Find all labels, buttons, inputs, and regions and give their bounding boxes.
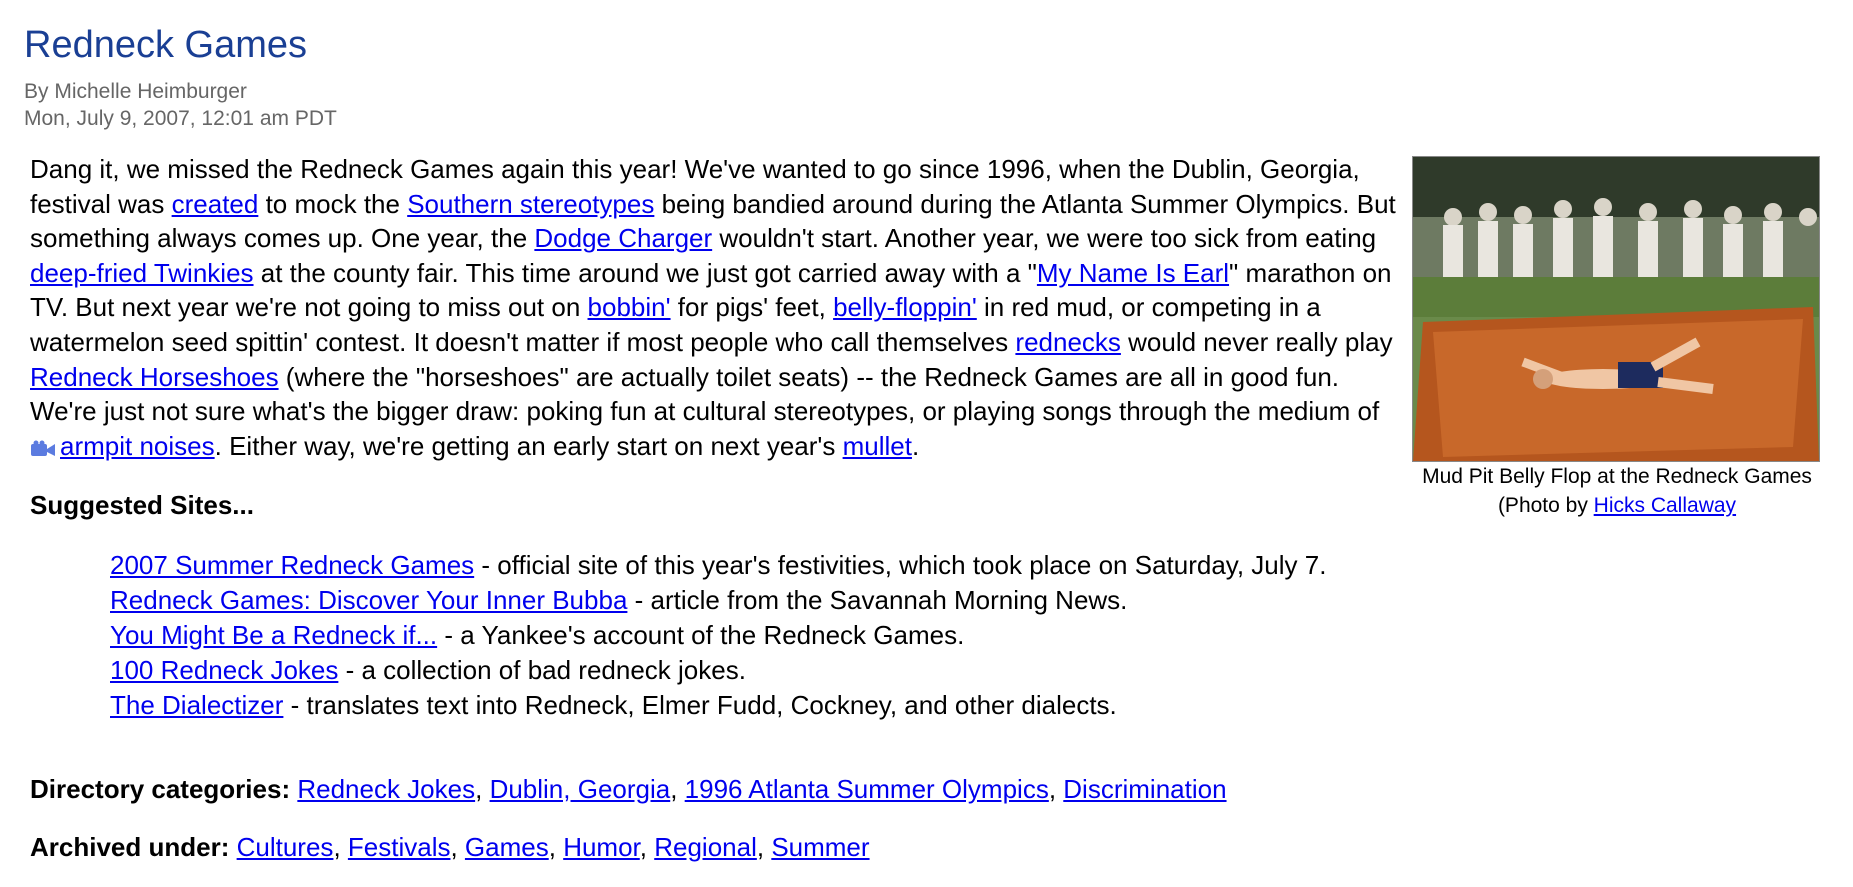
archive-link[interactable]: Regional — [654, 832, 757, 862]
category-link[interactable]: Dublin, Georgia — [489, 774, 671, 804]
video-camera-icon[interactable] — [30, 432, 56, 467]
archive-link[interactable]: Humor — [563, 832, 640, 862]
category-link[interactable]: 1996 Atlanta Summer Olympics — [684, 774, 1049, 804]
link-bobbin[interactable]: bobbin' — [587, 292, 671, 323]
site-link[interactable]: Redneck Games: Discover Your Inner Bubba — [110, 585, 628, 615]
article-text: in red mud, or competing in a watermelon seed spittin' contest. It doesn't matter if most people who call themselves — [30, 292, 1321, 357]
byline — [24, 78, 337, 132]
link-hicks-callaway[interactable]: Hicks Callaway — [1593, 494, 1737, 517]
directory-categories — [30, 772, 1227, 806]
credit-prefix: (Photo by — [1497, 494, 1594, 517]
article-text: " marathon on TV. But next year we're not going to miss out on — [30, 257, 1392, 323]
link-my-name-is-earl[interactable]: My Name Is Earl — [1036, 257, 1230, 288]
link-dodge-charger[interactable]: Dodge Charger — [534, 223, 713, 254]
article-text: wouldn't start. Another year, we were too sick from eating — [712, 223, 1377, 254]
directory-label: Directory categories: — [30, 774, 291, 804]
separator: , — [475, 774, 490, 804]
site-description: - official site of this year's festivities, which took place on Saturday, July 7. — [474, 550, 1327, 580]
caption-text: Mud Pit Belly Flop at the Redneck Games — [1422, 465, 1812, 488]
article-text: to mock the — [258, 188, 408, 219]
link-deep-fried-twinkies[interactable]: deep-fried Twinkies — [30, 257, 254, 288]
mud-pit-photo — [1412, 156, 1820, 462]
archive-link[interactable]: Cultures — [236, 832, 334, 862]
archive-link[interactable]: Games — [464, 832, 549, 862]
site-link[interactable]: 100 Redneck Jokes — [110, 655, 339, 685]
article-text: for pigs' feet, — [670, 292, 834, 323]
link-rednecks[interactable]: rednecks — [1015, 326, 1121, 357]
site-description: - translates text into Redneck, Elmer Fudd, Cockney, and other dialects. — [283, 690, 1117, 720]
article-text: (where the "horseshoes" are actually toilet seats) -- the Redneck Games are all in good fun. We're just not sure what's the bigger draw: poking fun at cultural stereotypes, or playing songs through the medium of — [30, 361, 1380, 427]
author: By Michelle Heimburger — [24, 80, 247, 103]
site-link[interactable]: 2007 Summer Redneck Games — [110, 550, 475, 580]
separator: , — [1048, 774, 1064, 804]
article-text: . Either way, we're getting an early start on next year's — [214, 430, 843, 461]
suggested-sites-list — [110, 548, 1326, 723]
separator: , — [756, 832, 772, 862]
photo-caption — [1412, 462, 1822, 520]
separator: , — [333, 832, 348, 862]
separator: , — [548, 832, 564, 862]
link-redneck-horseshoes[interactable]: Redneck Horseshoes — [30, 361, 279, 392]
link-armpit-noises[interactable]: armpit noises — [60, 430, 215, 461]
separator: , — [639, 832, 655, 862]
list-item — [110, 583, 1326, 618]
article-text: . — [911, 430, 920, 461]
archive-link[interactable]: Summer — [771, 832, 870, 862]
site-link[interactable]: The Dialectizer — [110, 690, 284, 720]
photo-figure — [1412, 156, 1832, 520]
list-item — [110, 548, 1326, 583]
list-item — [110, 618, 1326, 653]
category-link[interactable]: Discrimination — [1063, 774, 1227, 804]
article-text: Dang it, we missed the Redneck Games again this year! We've wanted to go since 1996, when the Dublin, Georgia, festival was — [30, 154, 1360, 219]
page-title: Redneck Games — [24, 24, 308, 66]
site-description: - a Yankee's account of the Redneck Games. — [437, 620, 965, 650]
site-link[interactable]: You Might Be a Redneck if... — [110, 620, 438, 650]
archived-under — [30, 830, 870, 864]
article-text: being bandied around during the Atlanta Summer Olympics. But something always comes up. One year, the — [30, 188, 1396, 254]
photo-credit — [1412, 491, 1822, 520]
article-text: at the county fair. This time around we just got carried away with a " — [253, 257, 1037, 288]
separator: , — [670, 774, 685, 804]
list-item — [110, 653, 1326, 688]
list-item — [110, 688, 1326, 723]
article-body — [30, 152, 1406, 466]
site-description: - a collection of bad redneck jokes. — [338, 655, 746, 685]
link-created[interactable]: created — [171, 188, 259, 219]
archive-link[interactable]: Festivals — [347, 832, 451, 862]
article-text: would never really play — [1120, 326, 1393, 357]
separator: , — [450, 832, 465, 862]
link-mullet[interactable]: mullet — [842, 430, 912, 461]
category-link[interactable]: Redneck Jokes — [297, 774, 476, 804]
publish-date: Mon, July 9, 2007, 12:01 am PDT — [24, 107, 337, 130]
site-description: - article from the Savannah Morning News. — [627, 585, 1128, 615]
suggested-sites-heading: Suggested Sites... — [30, 490, 254, 520]
link-southern-stereotypes[interactable]: Southern stereotypes — [407, 188, 655, 219]
link-belly-floppin[interactable]: belly-floppin' — [833, 292, 977, 323]
archived-label: Archived under: — [30, 832, 230, 862]
